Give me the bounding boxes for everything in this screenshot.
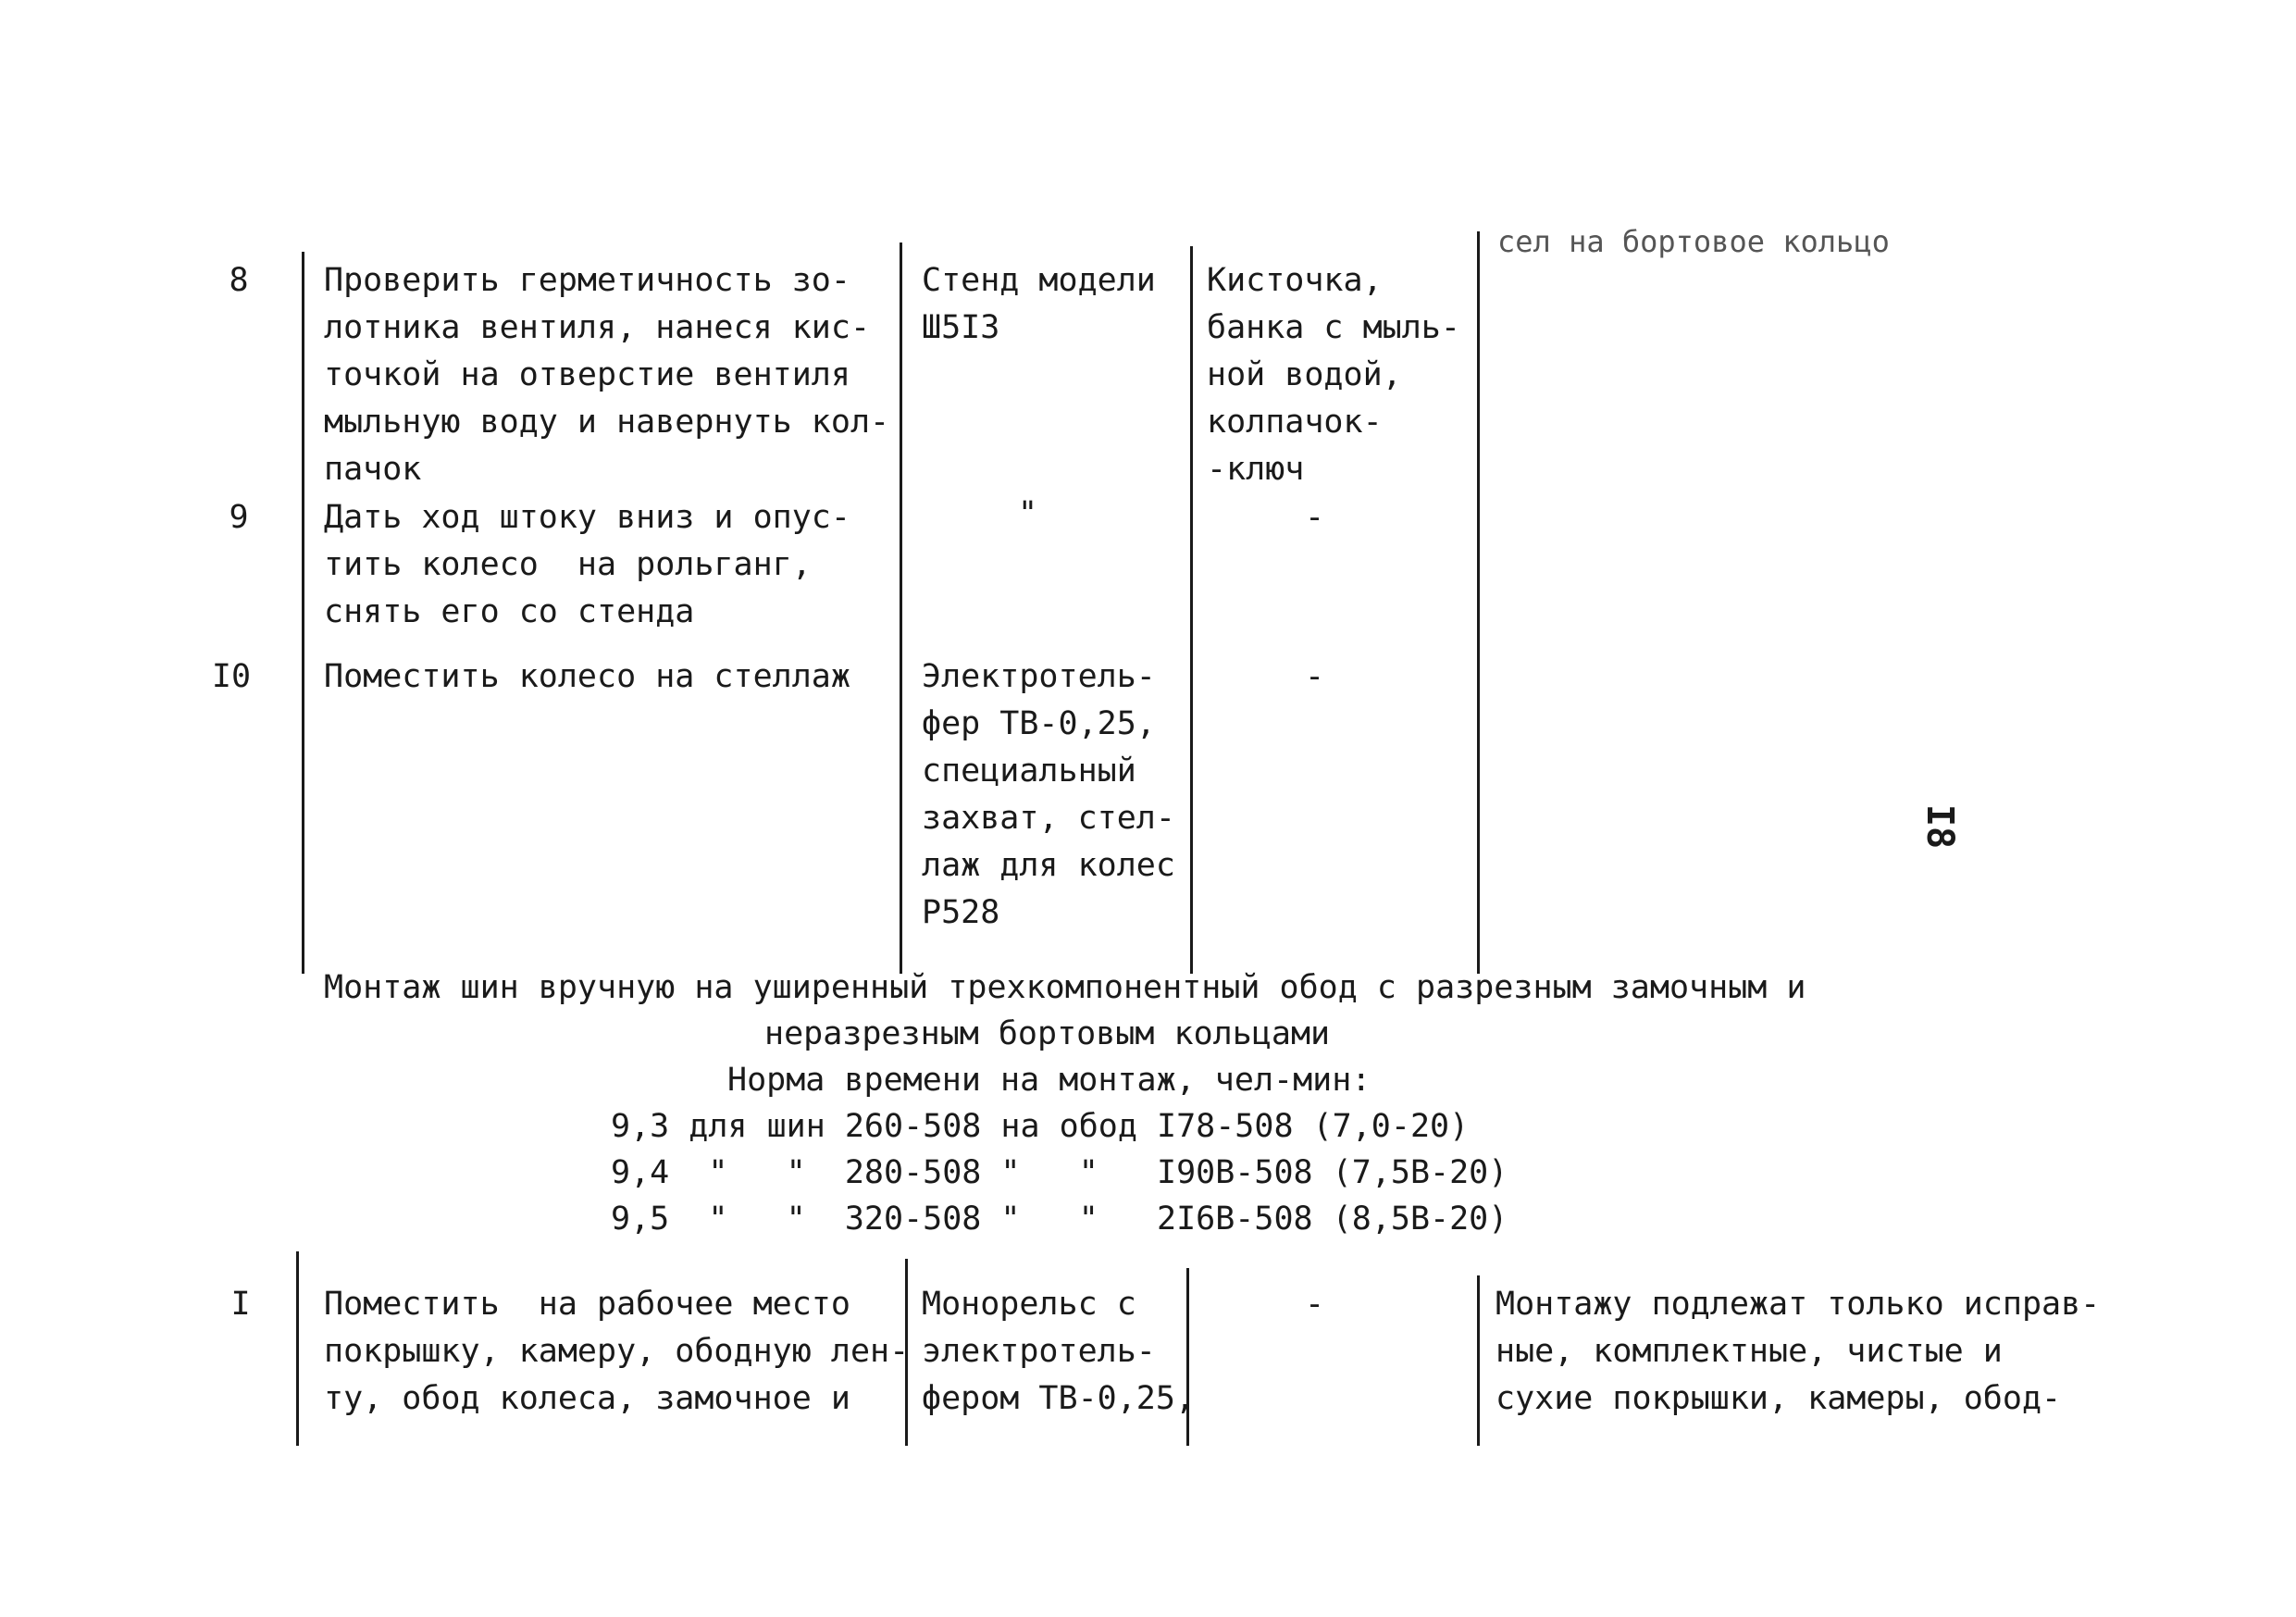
operation-line: ту, обод колеса, замочное и bbox=[324, 1380, 850, 1417]
operation-line: лотника вентиля, нанеся кис- bbox=[324, 309, 871, 346]
tools-line: колпачок- bbox=[1207, 404, 1383, 441]
equipment-line: специальный bbox=[922, 753, 1136, 790]
norm-line: 9,3 для шин 260-508 на обод I78-508 (7,0-20) bbox=[611, 1108, 1470, 1145]
operation-line: точкой на отверстие вентиля bbox=[324, 356, 850, 393]
operation-line: покрышку, камеру, ободную лен- bbox=[324, 1333, 910, 1370]
tools-line: Кисточка, bbox=[1207, 262, 1383, 299]
notes-cell bbox=[1496, 1281, 2100, 1423]
page-number: I8 bbox=[1918, 803, 1962, 850]
row-number: 8 bbox=[229, 262, 249, 299]
carryover-note: сел на бортовое кольцо bbox=[1497, 224, 1890, 259]
operation-line: Поместить колесо на стеллаж bbox=[324, 658, 850, 695]
section-title-line-2: неразрезным бортовым кольцами bbox=[764, 1015, 1331, 1052]
equipment-ditto: " bbox=[1018, 495, 1038, 532]
operation-line: снять его со стенда bbox=[324, 593, 695, 630]
equipment-line: Стенд модели bbox=[922, 262, 1156, 299]
equipment-line: Р528 bbox=[922, 894, 1000, 931]
notes-line: Монтажу подлежат только исправ- bbox=[1496, 1286, 2101, 1323]
equipment-line: фером ТВ-0,25, bbox=[922, 1380, 1196, 1417]
norm-line: 9,5 " " 320-508 " " 2I6В-508 (8,5В-20) bbox=[611, 1200, 1508, 1238]
notes-line: сухие покрышки, камеры, обод- bbox=[1496, 1380, 2062, 1417]
tools-cell bbox=[1207, 257, 1460, 493]
table-top-divider-2 bbox=[900, 243, 902, 974]
table-bottom-divider-4 bbox=[1477, 1275, 1480, 1446]
tools-dash: - bbox=[1305, 658, 1325, 695]
operation-line: Проверить герметичность зо- bbox=[324, 262, 850, 299]
row-number: I0 bbox=[211, 658, 252, 695]
norm-line: 9,4 " " 280-508 " " I90В-508 (7,5В-20) bbox=[611, 1154, 1508, 1191]
table-top-divider-4 bbox=[1477, 231, 1480, 974]
operation-cell bbox=[324, 653, 850, 701]
equipment-line: фер ТВ-0,25, bbox=[922, 705, 1156, 742]
equipment-line: лаж для колес bbox=[922, 847, 1175, 884]
row-number: I bbox=[230, 1286, 251, 1323]
operation-cell bbox=[324, 494, 850, 636]
operation-line: пачок bbox=[324, 451, 422, 488]
tools-line: банка с мыль- bbox=[1207, 309, 1460, 346]
equipment-line: электротель- bbox=[922, 1333, 1156, 1370]
equipment-line: Монорельс с bbox=[922, 1286, 1136, 1323]
tools-dash: - bbox=[1305, 499, 1325, 536]
equipment-line: захват, стел- bbox=[922, 800, 1175, 837]
operation-cell bbox=[324, 257, 889, 493]
norm-heading: Норма времени на монтаж, чел-мин: bbox=[727, 1062, 1371, 1099]
tools-dash: - bbox=[1305, 1286, 1325, 1323]
operation-line: мыльную воду и навернуть кол- bbox=[324, 404, 890, 441]
operation-line: Дать ход штоку вниз и опус- bbox=[324, 499, 850, 536]
tools-line: ной водой, bbox=[1207, 356, 1402, 393]
section-title-line-1: Монтаж шин вручную на уширенный трехкомпонентный обод с разрезным замочным и bbox=[324, 969, 1806, 1006]
table-top-divider-3 bbox=[1190, 246, 1193, 974]
table-top-divider-1 bbox=[302, 252, 304, 974]
equipment-cell bbox=[922, 1281, 1195, 1423]
operation-line: Поместить на рабочее место bbox=[324, 1286, 850, 1323]
operation-line: тить колесо на рольганг, bbox=[324, 546, 812, 583]
equipment-cell bbox=[922, 653, 1175, 937]
equipment-line: Ш5I3 bbox=[922, 309, 1000, 346]
equipment-cell bbox=[922, 257, 1156, 352]
table-bottom-divider-1 bbox=[296, 1251, 299, 1446]
equipment-line: Электротель- bbox=[922, 658, 1156, 695]
row-number: 9 bbox=[229, 499, 249, 536]
notes-line: ные, комплектные, чистые и bbox=[1496, 1333, 2003, 1370]
tools-line: -ключ bbox=[1207, 451, 1305, 488]
operation-cell bbox=[324, 1281, 909, 1423]
